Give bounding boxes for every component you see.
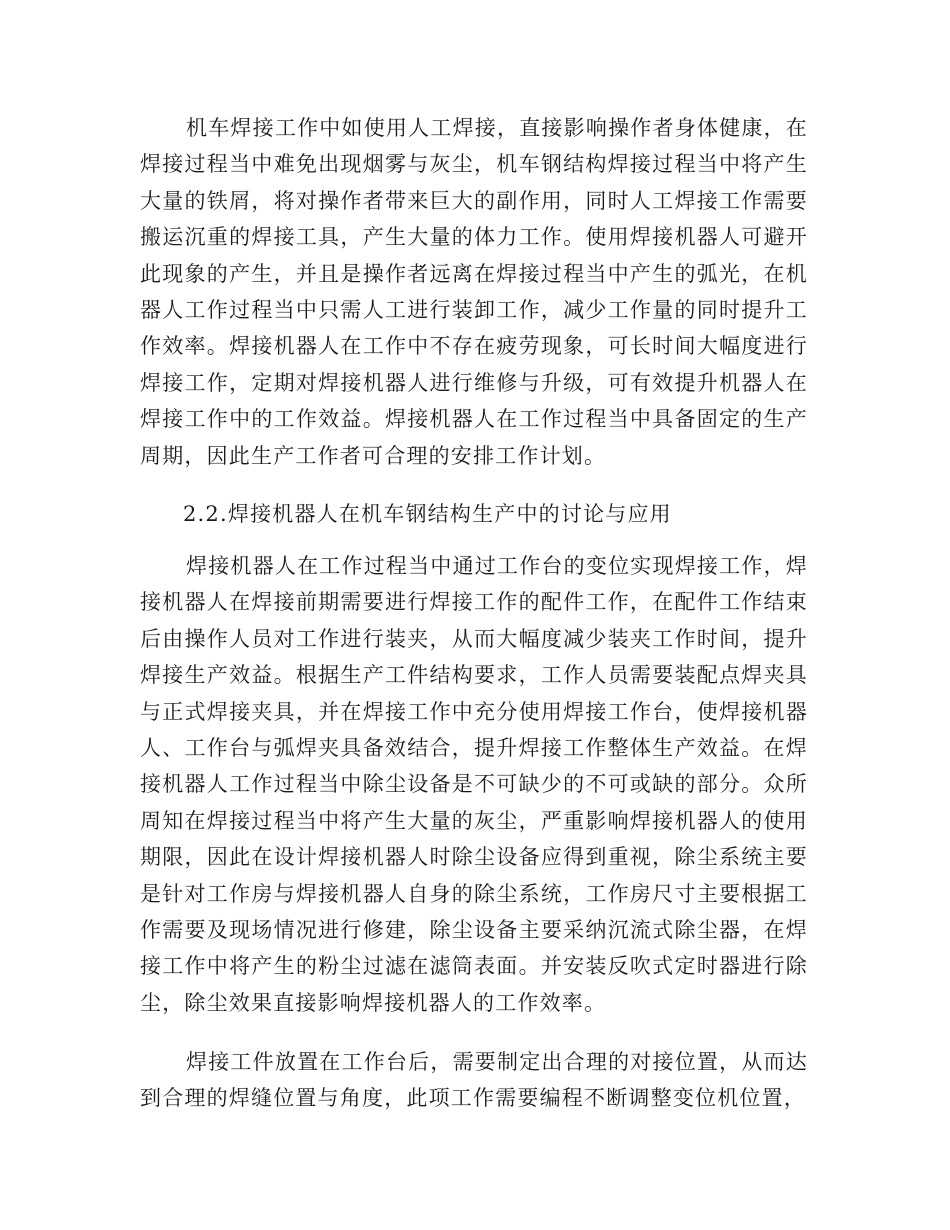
body-paragraph-1: 机车焊接工作中如使用人工焊接，直接影响操作者身体健康，在焊接过程当中难免出现烟雾与灰尘，机车钢结构焊接过程当中将产生大量的铁屑，将对操作者带来巨大的副作用，同时人工焊接工作需要搬运沉重的焊接工具，产生大量的体力工作。使用焊接机器人可避开此现象的产生，并且是操作者远离在焊接过程当中产生的弧光，在机器人工作过程当中只需人工进行装卸工作，减少工作量的同时提升工作效率。焊接机器人在工作中不存在疲劳现象，可长时间大幅度进行焊接工作，定期对焊接机器人进行维修与升级，可有效提升机器人在焊接工作中的工作效益。焊接机器人在工作过程当中具备固定的生产周期，因此生产工作者可合理的安排工作计划。 <box>140 116 808 468</box>
body-paragraph-2: 焊接机器人在工作过程当中通过工作台的变位实现焊接工作，焊接机器人在焊接前期需要进行焊接工作的配件工作，在配件工作结束后由操作人员对工作进行装夹，从而大幅度减少装夹工作时间，提升焊接生产效益。根据生产工件结构要求，工作人员需要装配点焊夹具与正式焊接夹具，并在焊接工作中充分使用焊接工作台，使焊接机器人、工作台与弧焊夹具备效结合，提升焊接工作整体生产效益。在焊接机器人工作过程当中除尘设备是不可缺少的不可或缺的部分。众所周知在焊接过程当中将产生大量的灰尘，严重影响焊接机器人的使用期限，因此在设计焊接机器人时除尘设备应得到重视，除尘系统主要是针对工作房与焊接机器人自身的除尘系统，工作房尺寸主要根据工作需要及现场情况进行修建，除尘设备主要采纳沉流式除尘器，在焊接工作中将产生的粉尘过滤在滤筒表面。并安装反吹式定时器进行除尘，除尘效果直接影响焊接机器人的工作效率。 <box>140 554 808 1015</box>
section-heading: 2.2.焊接机器人在机车钢结构生产中的讨论与应用 <box>183 502 672 526</box>
body-paragraph-3: 焊接工件放置在工作台后，需要制定出合理的对接位置，从而达到合理的焊缝位置与角度，此项工作需要编程不断调整变位机位置， <box>140 1050 808 1111</box>
